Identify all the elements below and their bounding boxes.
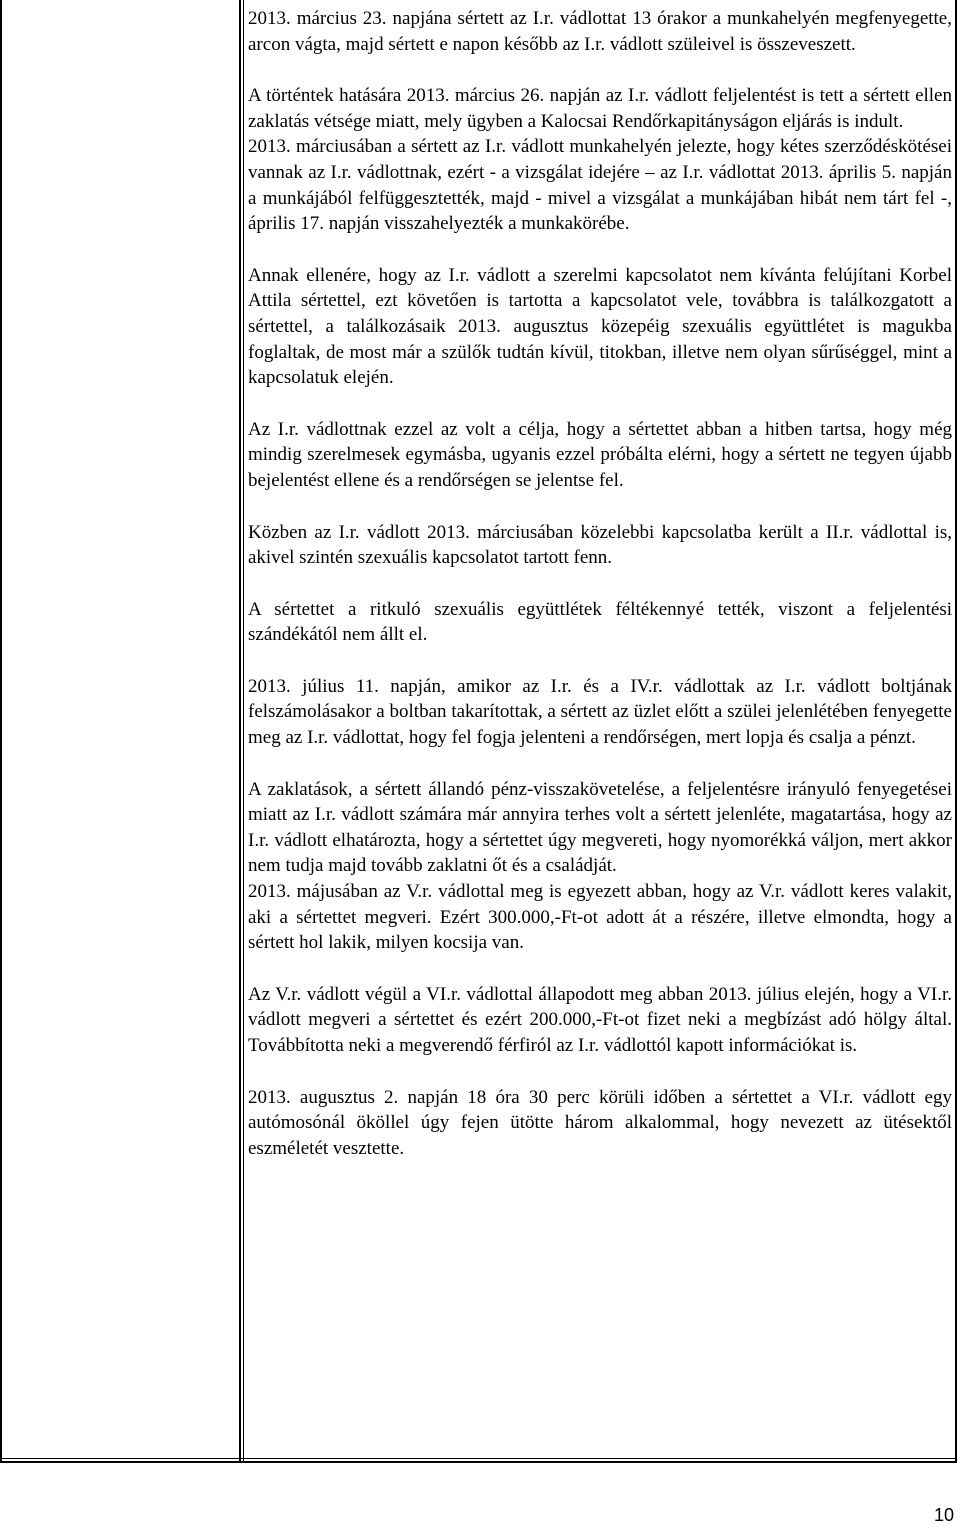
table-column-divider (239, 0, 241, 1463)
paragraph-5: Az I.r. vádlottnak ezzel az volt a célja, hogy a sértettet abban a hitben tartsa, hogy még mindig szerelmesek egymásba, ugyanis ezzel próbálta elérni, hogy a sértett ne tegyen újabb bejelentést ellene és a rendőrségen se jelentse fel. (248, 418, 952, 491)
table-left-border (0, 0, 2, 1463)
paragraph-11: Az V.r. vádlott végül a VI.r. vádlottal állapodott meg abban 2013. július elején, hogy a VI.r. vádlott megveri a sértettet és ezért 200.000,-Ft-ot fizet neki a megbízást adó hölgy által. Továbbította neki a megverendő férfiról az I.r. vádlottól kapott információkat is. (248, 983, 952, 1056)
table-bottom-border-inner (0, 1458, 957, 1459)
paragraph-6: Közben az I.r. vádlott 2013. márciusában közelebbi kapcsolatba került a II.r. vádlottal is, akivel szintén szexuális kapcsolatot tartott fenn. (248, 521, 952, 569)
paragraph-2: A történtek hatására 2013. március 26. napján az I.r. vádlott feljelentést is tett a sértett ellen zaklatás vétsége miatt, mely ügyben a Kalocsai Rendőrkapitányságon eljárás is indult. (248, 85, 952, 132)
document-body (248, 6, 952, 1187)
paragraph-12: 2013. augusztus 2. napján 18 óra 30 perc körüli időben a sértettet a VI.r. vádlott egy autómosónál ököllel úgy fejen ütötte három alkalommal, hogy nevezett az ütésektől eszméletét vesztette. (248, 1086, 952, 1159)
table-column-divider-inner (243, 0, 244, 1463)
paragraph-8: 2013. július 11. napján, amikor az I.r. és a IV.r. vádlottak az I.r. vádlott boltjának felszámolásakor a boltban takarítottak, a sértett az üzlet előtt a szülei jelenlétében fenyegette meg az I.r. vádlottat, hogy fel fogja jelenteni a rendőrségen, mert lopja és csalja a pénzt. (248, 675, 952, 749)
paragraph-10: 2013. májusában az V.r. vádlottal meg is egyezett abban, hogy az V.r. vádlott keres valakit, aki a sértettet megveri. Ezért 300.000,-Ft-ot adott át a részére, illetve elmondta, hogy a sértett hol lakik, milyen kocsija van. (248, 881, 952, 954)
page-number: 10 (933, 1505, 954, 1525)
paragraph-9: A zaklatások, a sértett állandó pénz-visszakövetelése, a feljelentésre irányuló fenyegetései miatt az I.r. vádlott számára már annyira terhes volt a sértett jelenléte, magatartása, hogy az I.r. vádlott elhatározta, hogy a sértettet úgy megvereti, hogy nyomorékká váljon, mert akkor nem tudja majd tovább zaklatni őt és a családját. (248, 778, 952, 877)
paragraph-7: A sértettet a ritkuló szexuális együttlétek féltékennyé tették, viszont a feljelentési szándékától nem állt el. (248, 598, 952, 646)
paragraph-4: Annak ellenére, hogy az I.r. vádlott a szerelmi kapcsolatot nem kívánta felújítani Korbel Attila sértettel, ezt követően is tartotta a kapcsolatot vele, továbbra is találkozgatott a sértettel, a találkozásaik 2013. augusztus közepéig szexuális együttlétet is magukba foglaltak, de most már a szülők tudtán kívül, titokban, illetve nem olyan sűrűséggel, mint a kapcsolatuk elején. (248, 264, 952, 389)
paragraph-1: 2013. március 23. napjána sértett az I.r. vádlottat 13 órakor a munkahelyén megfenyegette, arcon vágta, majd sértett e napon később az I.r. vádlott szüleivel is összeveszett. (248, 8, 952, 55)
paragraph-3: 2013. márciusában a sértett az I.r. vádlott munkahelyén jelezte, hogy kétes szerződéskötései vannak az I.r. vádlottnak, ezért - a vizsgálat idejére – az I.r. vádlottat 2013. április 5. napján a munkájából felfüggesztették, majd - mivel a vizsgálat a munkájában hibát nem tárt fel -, április 17. napján visszahelyezték a munkakörébe. (248, 136, 952, 235)
